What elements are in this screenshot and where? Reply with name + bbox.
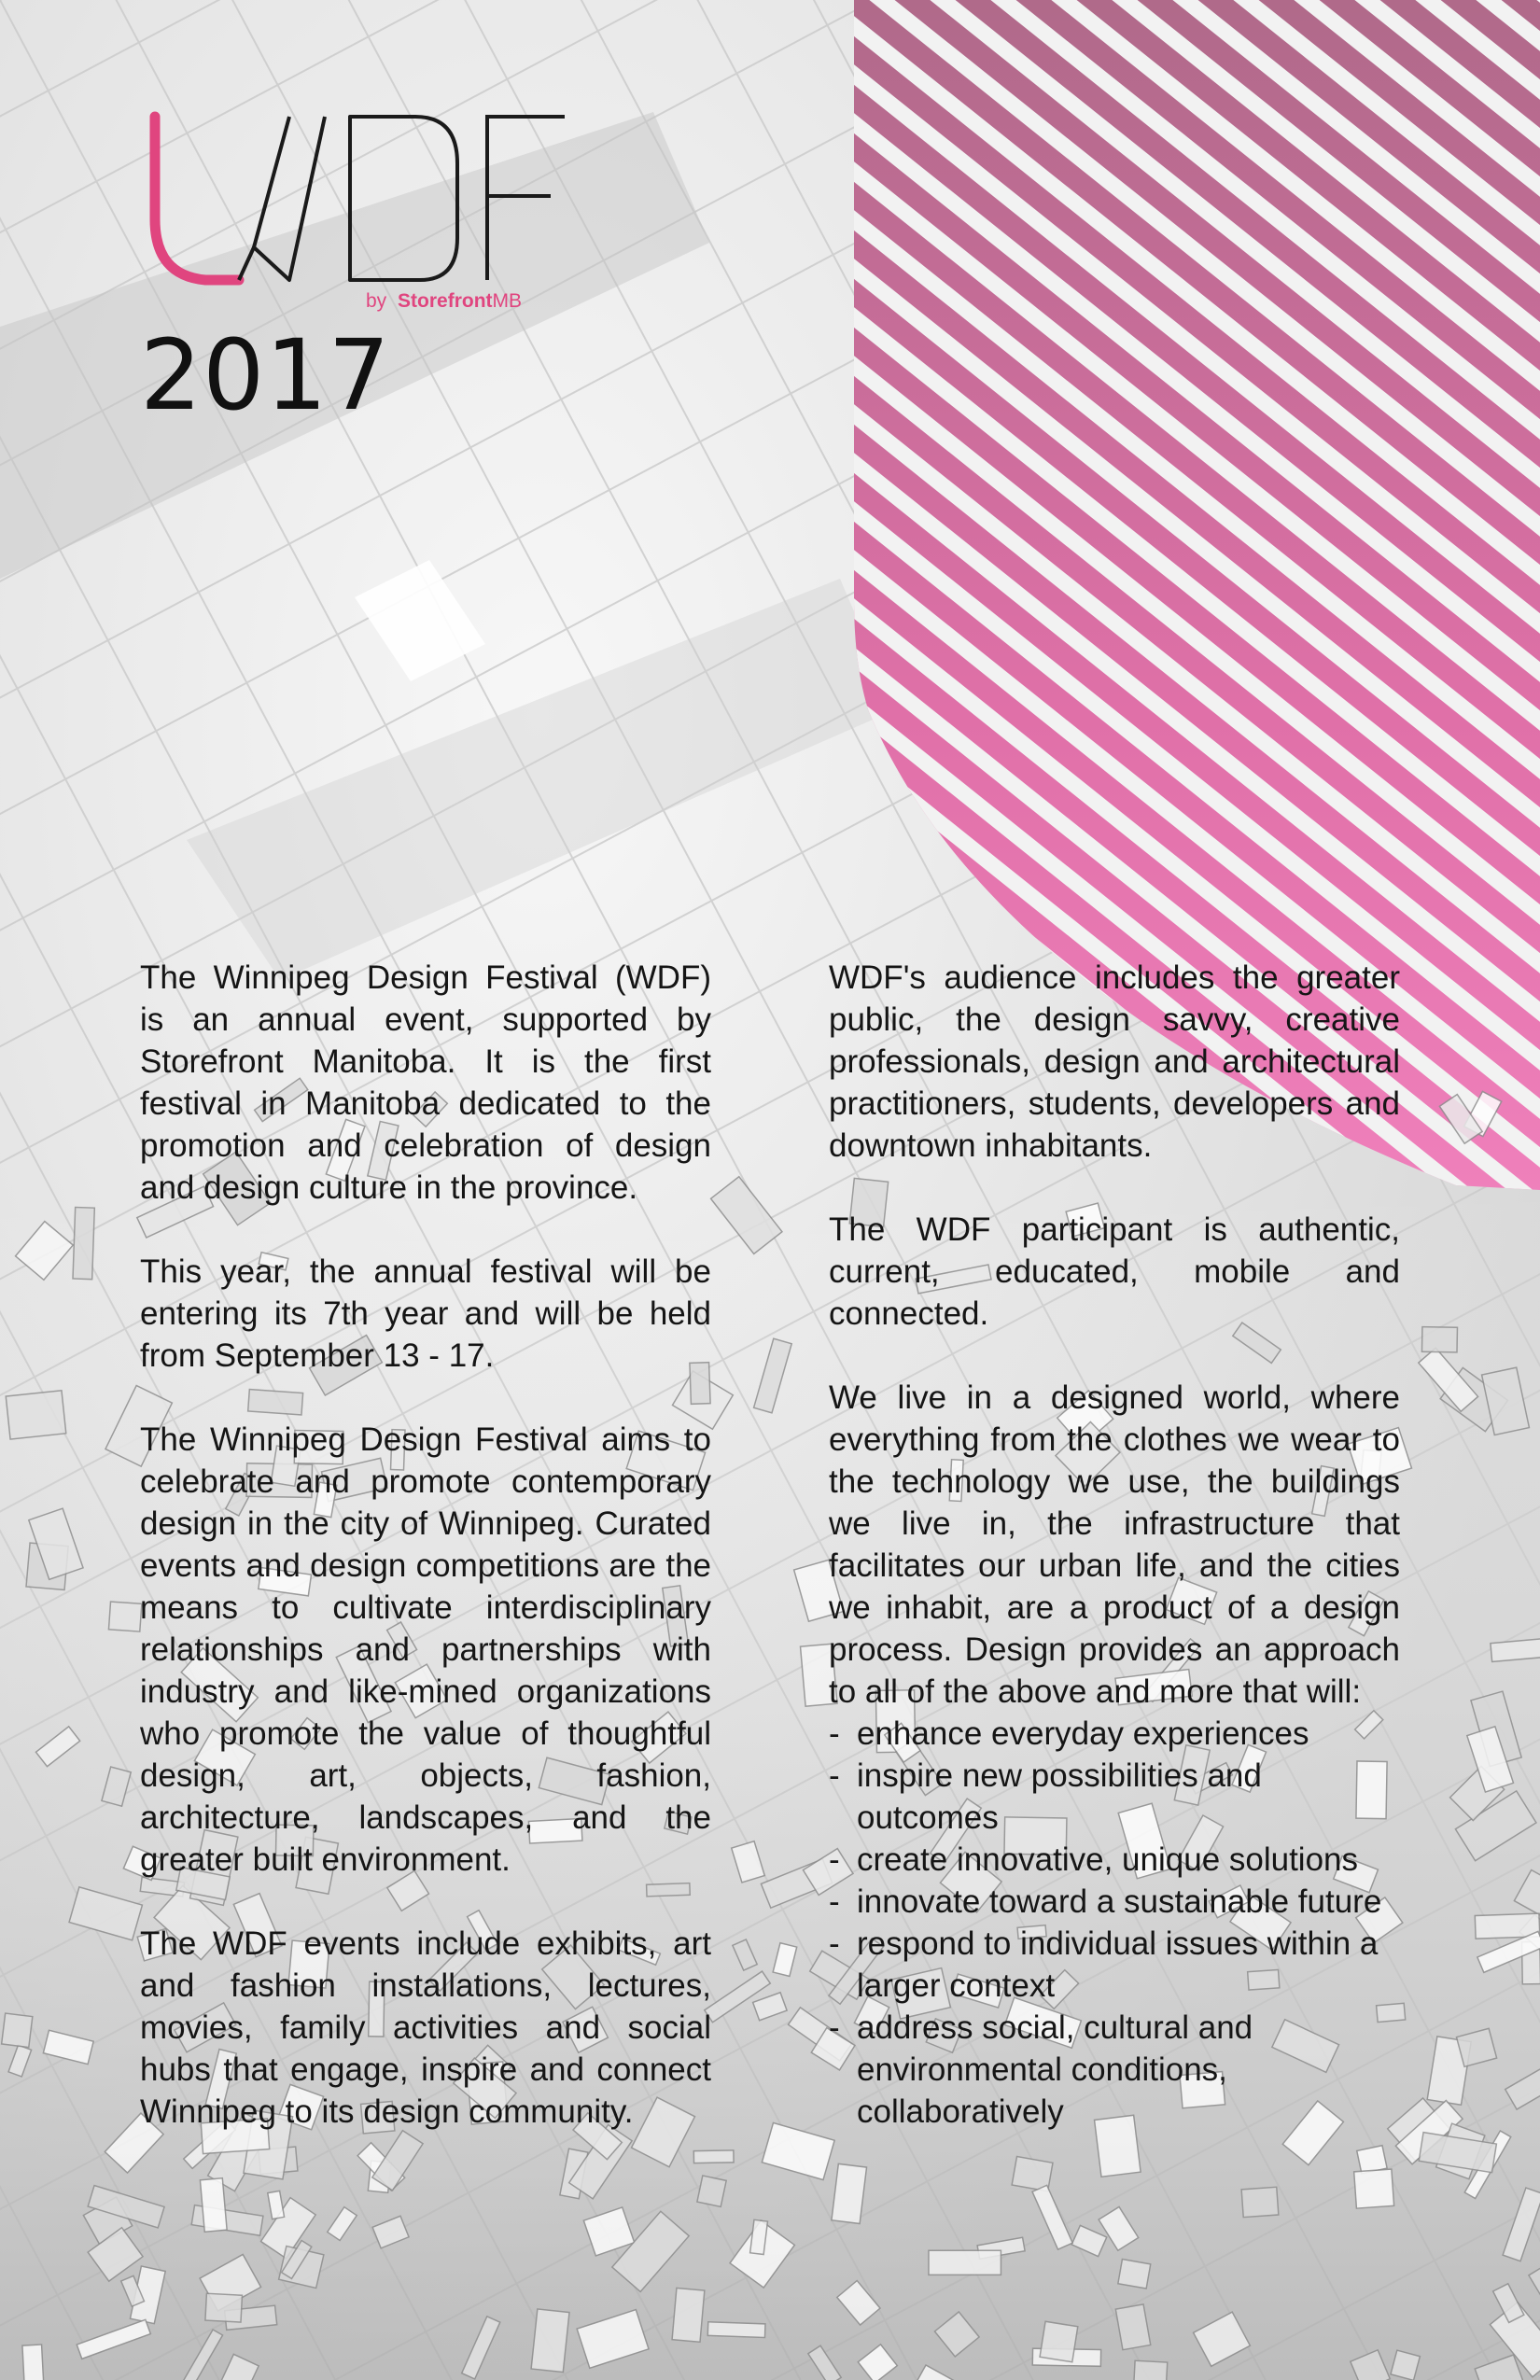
- right-column: [829, 957, 1400, 2133]
- benefits-list: [829, 1713, 1400, 2133]
- list-item: [829, 1923, 1400, 2007]
- bullet-dash: -: [829, 1925, 840, 1962]
- audience-paragraph: WDF's audience includes the greater public, the design savvy, creative professionals, design and architectural practitioners, students, developers and downtown inhabitants.: [829, 959, 1400, 1164]
- list-item-text: enhance everyday experiences: [857, 1715, 1309, 1752]
- dates-paragraph: This year, the annual festival will be entering its 7th year and will be held from September 13 - 17.: [140, 1253, 711, 1374]
- bullet-dash: -: [829, 1841, 840, 1878]
- bullet-dash: -: [829, 1715, 840, 1752]
- list-item-text: create innovative, unique solutions: [857, 1841, 1359, 1878]
- bullet-dash: -: [829, 1883, 840, 1920]
- list-item-text: innovate toward a sustainable future: [857, 1883, 1382, 1920]
- list-item: [829, 1755, 1400, 1839]
- list-item: [829, 2007, 1400, 2133]
- list-item-text: inspire new possibilities and outcomes: [857, 1757, 1262, 1836]
- designed-world-paragraph: We live in a designed world, where everything from the clothes we wear to the technology we use, the buildings we live in, the infrastructure that facilitates our urban life, and the cities we inhabit, are a product of a design process. Design provides an approach to all of the above and more that will:: [829, 1379, 1400, 1710]
- svg-text:by StorefrontMB: [366, 290, 522, 312]
- year-heading: 2017: [140, 318, 391, 432]
- list-item: [829, 1839, 1400, 1881]
- left-column: [140, 957, 711, 2175]
- logo-brand: Storefront: [398, 290, 493, 312]
- list-item: [829, 1881, 1400, 1923]
- logo-by: by: [366, 290, 387, 312]
- events-paragraph: The WDF events include exhibits, art and fashion installations, lectures, movies, family activities and social hubs that engage, inspire and connect Winnipeg to its design community.: [140, 1925, 711, 2130]
- wdf-logo: [149, 107, 569, 322]
- logo-brand-suffix: MB: [492, 290, 523, 312]
- participant-paragraph: The WDF participant is authentic, current, educated, mobile and connected.: [829, 1211, 1400, 1332]
- bullet-dash: -: [829, 2009, 840, 2046]
- intro-paragraph: The Winnipeg Design Festival (WDF) is an annual event, supported by Storefront Manitoba. It is the first festival in Manitoba dedicated to the promotion and celebration of design and design culture in the province.: [140, 959, 711, 1206]
- list-item-text: respond to individual issues within a larger context: [857, 1925, 1379, 2004]
- list-item-text: address social, cultural and environmental conditions, collaboratively: [857, 2009, 1253, 2130]
- bullet-dash: -: [829, 1757, 840, 1794]
- aims-paragraph: The Winnipeg Design Festival aims to celebrate and promote contemporary design in the city of Winnipeg. Curated events and design competitions are the means to cultivate interdisciplinary relationships and partnerships with industry and like-mined organizations who promote the value of thoughtful design, art, objects, fashion, architecture, landscapes, and the greater built environment.: [140, 1421, 711, 1878]
- list-item: [829, 1713, 1400, 1755]
